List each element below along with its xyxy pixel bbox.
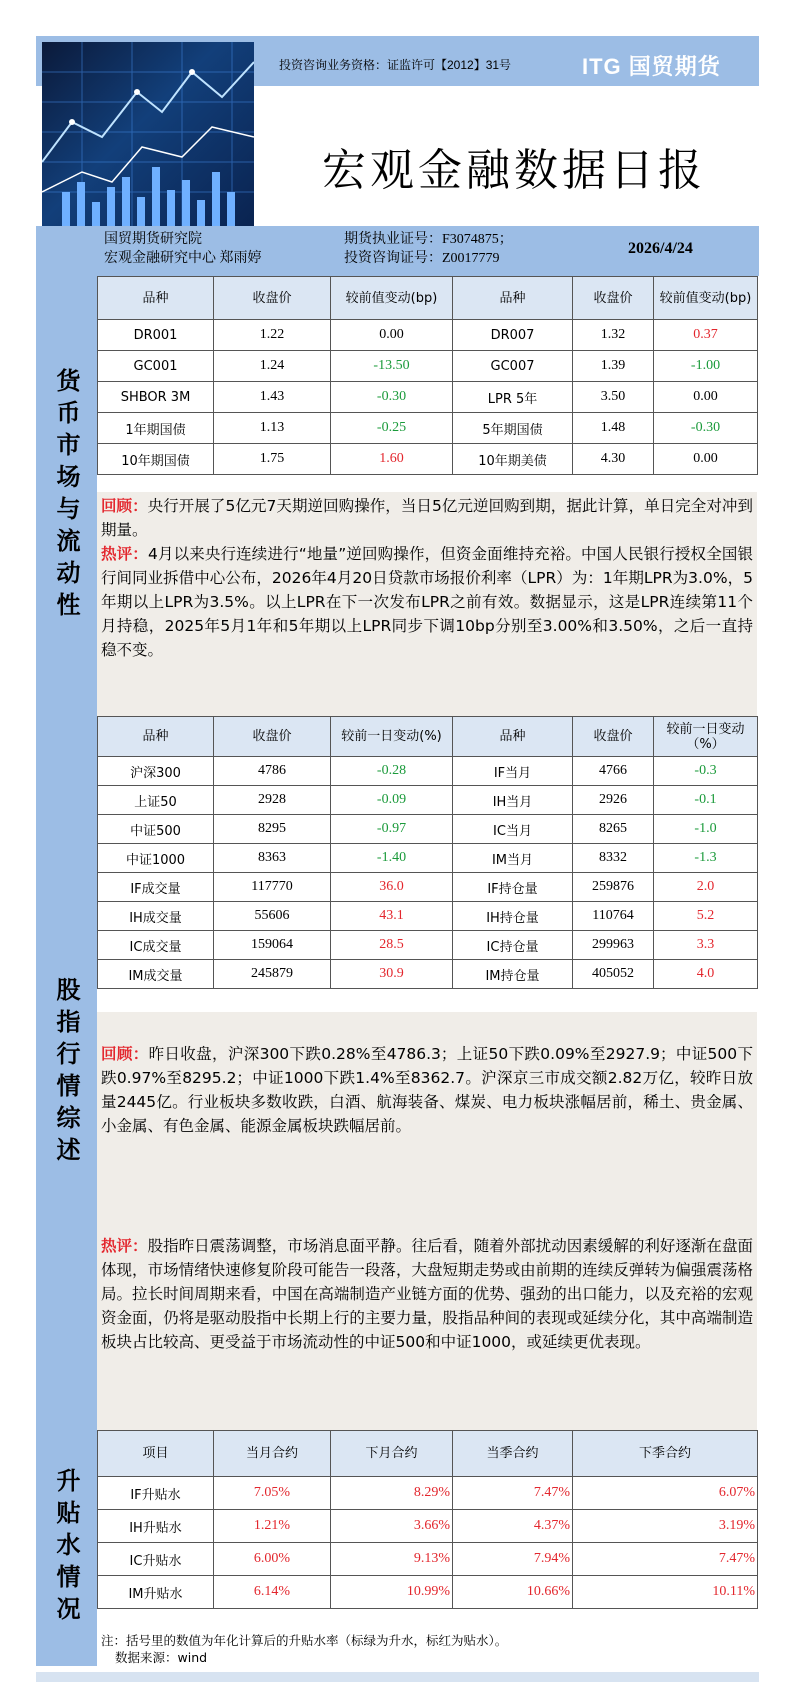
table-cell: -0.1 <box>654 786 758 815</box>
table-row <box>98 320 758 351</box>
table-cell: 中证1000 <box>98 844 214 873</box>
table-cell: 中证500 <box>98 815 214 844</box>
table-cell: 1.22 <box>214 320 331 351</box>
table-cell: 10.66% <box>453 1576 573 1609</box>
table-cell: IH当月 <box>453 786 573 815</box>
table-cell: 6.14% <box>214 1576 331 1609</box>
table-row <box>98 1576 758 1609</box>
table-cell: 8.29% <box>331 1477 453 1510</box>
table-cell: -1.0 <box>654 815 758 844</box>
table-cell: 沪深300 <box>98 757 214 786</box>
section-label-basis: 升贴水情况 <box>36 1430 97 1666</box>
table-cell: 4.30 <box>573 444 654 475</box>
table-cell: 2.0 <box>654 873 758 902</box>
author-org: 国贸期货研究院 宏观金融研究中心 郑雨婷 <box>104 232 262 266</box>
table-cell: 4.0 <box>654 960 758 989</box>
table-cell: 117770 <box>214 873 331 902</box>
table-cell: 0.00 <box>654 444 758 475</box>
table-cell: 1.60 <box>331 444 453 475</box>
report-date: 2026/4/24 <box>628 240 693 257</box>
table-cell: IC当月 <box>453 815 573 844</box>
table-cell: 299963 <box>573 931 654 960</box>
table-cell: 1.48 <box>573 413 654 444</box>
table-row <box>98 844 758 873</box>
table-cell: IM当月 <box>453 844 573 873</box>
table-cell: 8332 <box>573 844 654 873</box>
report-title: 宏观金融数据日报 <box>322 145 706 196</box>
table-cell: 30.9 <box>331 960 453 989</box>
table-cell: -0.3 <box>654 757 758 786</box>
table-cell: 2928 <box>214 786 331 815</box>
table-cell: 10年期美债 <box>453 444 573 475</box>
table-cell: 1.24 <box>214 351 331 382</box>
table-cell: IC持仓量 <box>453 931 573 960</box>
table-cell: IC升贴水 <box>98 1543 214 1576</box>
table-cell: 5年期国债 <box>453 413 573 444</box>
table-cell: 7.47% <box>453 1477 573 1510</box>
table-cell: 110764 <box>573 902 654 931</box>
author-info-bar <box>36 226 759 276</box>
table-header-row: 品种 收盘价 较前一日变动(%) 品种 收盘价 较前一日变动（%） <box>98 717 758 757</box>
table-cell: 9.13% <box>331 1543 453 1576</box>
table-cell: GC001 <box>98 351 214 382</box>
table-cell: 55606 <box>214 902 331 931</box>
table-cell: 8295 <box>214 815 331 844</box>
license-info: 期货执业证号：F3074875； 投资咨询证号：Z0017779 <box>344 232 513 266</box>
table-cell: 上证50 <box>98 786 214 815</box>
table-row <box>98 1543 758 1576</box>
table-cell: 245879 <box>214 960 331 989</box>
table-cell: SHBOR 3M <box>98 382 214 413</box>
table-cell: IC成交量 <box>98 931 214 960</box>
table-cell: GC007 <box>453 351 573 382</box>
itg-logo: ITG 国贸期货 <box>582 54 721 79</box>
table-row <box>98 444 758 475</box>
table-header-row: 品种 收盘价 较前值变动(bp) 品种 收盘价 较前值变动(bp) <box>98 277 758 320</box>
section-label-index: 股指行情综述 <box>36 716 97 1430</box>
table-cell: 2926 <box>573 786 654 815</box>
table-cell: 3.50 <box>573 382 654 413</box>
table-cell: -1.40 <box>331 844 453 873</box>
table-cell: 259876 <box>573 873 654 902</box>
table-cell: -0.09 <box>331 786 453 815</box>
table-cell: 1.13 <box>214 413 331 444</box>
table-cell: 8363 <box>214 844 331 873</box>
table-cell: 6.07% <box>573 1477 758 1510</box>
table-cell: DR007 <box>453 320 573 351</box>
table-row <box>98 815 758 844</box>
table-cell: IM成交量 <box>98 960 214 989</box>
table-cell: 1.32 <box>573 320 654 351</box>
table-cell: 1.21% <box>214 1510 331 1543</box>
table-row <box>98 873 758 902</box>
basis-table <box>97 1430 758 1609</box>
table-cell: 10.99% <box>331 1576 453 1609</box>
table-cell: 7.94% <box>453 1543 573 1576</box>
table-row <box>98 351 758 382</box>
table-cell: -0.97 <box>331 815 453 844</box>
qualification-text: 投资咨询业务资格：证监许可【2012】31号 <box>279 58 512 72</box>
table-row <box>98 786 758 815</box>
table-cell: IH持仓量 <box>453 902 573 931</box>
table-cell: 7.47% <box>573 1543 758 1576</box>
table-cell: 3.19% <box>573 1510 758 1543</box>
table-cell: 8265 <box>573 815 654 844</box>
index-commentary: 回顾：昨日收盘，沪深300下跌0.28%至4786.3；上证50下跌0.09%至2927.9；中证500下跌0.97%至8295.2；中证1000下跌1.4%至8362.7。沪深京三市成交额2.82万亿，较昨日放量2445亿。行业板块多数收跌，白酒、航海装备、煤炭、电力板块涨幅居前，稀土、贵金属、小金属、有色金属、能源金属板块跌幅居前。 热评：股指昨日震荡调整，市场消息面平静。往后看，随着外部扰动因素缓解的利好逐渐在盘面体现，市场情绪快速修复阶段可能告一段落，大盘短期走势或由前期的连续反弹转为偏强震荡格局。拉长时间周期来看，中国在高端制造产业链方面的优势、强劲的出口能力，以及充裕的宏观资金面，仍将是驱动股指中长期上行的主要力量，股指品种间的表现或延续分化，其中高端制造板块占比较高、更受益于市场流动性的中证500和中证1000，或延续更优表现。 <box>97 1012 757 1430</box>
table-cell: 28.5 <box>331 931 453 960</box>
table-row <box>98 960 758 989</box>
table-row <box>98 902 758 931</box>
table-cell: 0.37 <box>654 320 758 351</box>
table-cell: IH升贴水 <box>98 1510 214 1543</box>
header-chart-image <box>42 42 254 227</box>
table-header-row: 项目 当月合约 下月合约 当季合约 下季合约 <box>98 1431 758 1477</box>
section-label-money: 货币市场与流动性 <box>36 276 97 716</box>
table-cell: 43.1 <box>331 902 453 931</box>
report-header <box>36 36 759 226</box>
table-cell: 159064 <box>214 931 331 960</box>
index-market-table <box>97 716 758 989</box>
table-cell: 4.37% <box>453 1510 573 1543</box>
table-cell: LPR 5年 <box>453 382 573 413</box>
table-cell: 1.39 <box>573 351 654 382</box>
table-cell: -13.50 <box>331 351 453 382</box>
table-cell: 10年期国债 <box>98 444 214 475</box>
table-cell: 3.66% <box>331 1510 453 1543</box>
table-cell: 5.2 <box>654 902 758 931</box>
table-cell: 4786 <box>214 757 331 786</box>
table-row <box>98 757 758 786</box>
footer-band <box>36 1672 759 1682</box>
table-cell: 6.00% <box>214 1543 331 1576</box>
footnote: 注：括号里的数值为年化计算后的升贴水率（标绿为升水，标红为贴水）。 数据来源：wind <box>101 1633 508 1665</box>
table-cell: 0.00 <box>331 320 453 351</box>
money-commentary: 回顾：央行开展了5亿元7天期逆回购操作，当日5亿元逆回购到期，据此计算，单日完全对冲到期量。 热评：4月以来央行连续进行“地量”逆回购操作，但资金面维持充裕。中国人民银行授权全国银行间同业拆借中心公布，2026年4月20日贷款市场报价利率（LPR）为：1年期LPR为3.0%，5年期以上LPR为3.5%。以上LPR在下一次发布LPR之前有效。数据显示，这是LPR连续第11个月持稳，2025年5月1年和5年期以上LPR同步下调10bp分别至3.00%和3.50%，之后一直持稳不变。 <box>97 492 757 716</box>
table-cell: 0.00 <box>654 382 758 413</box>
table-cell: 405052 <box>573 960 654 989</box>
table-cell: -0.30 <box>654 413 758 444</box>
table-cell: IH成交量 <box>98 902 214 931</box>
table-cell: IM升贴水 <box>98 1576 214 1609</box>
table-cell: DR001 <box>98 320 214 351</box>
table-row <box>98 1510 758 1543</box>
table-cell: -0.25 <box>331 413 453 444</box>
table-cell: IM持仓量 <box>453 960 573 989</box>
table-cell: 10.11% <box>573 1576 758 1609</box>
table-cell: 1.75 <box>214 444 331 475</box>
table-cell: 1.43 <box>214 382 331 413</box>
table-cell: IF成交量 <box>98 873 214 902</box>
table-cell: IF升贴水 <box>98 1477 214 1510</box>
table-row <box>98 413 758 444</box>
table-cell: -0.28 <box>331 757 453 786</box>
table-cell: IF持仓量 <box>453 873 573 902</box>
table-cell: 4766 <box>573 757 654 786</box>
table-cell: 3.3 <box>654 931 758 960</box>
table-cell: 7.05% <box>214 1477 331 1510</box>
money-market-table <box>97 276 758 475</box>
table-cell: -1.3 <box>654 844 758 873</box>
table-cell: IF当月 <box>453 757 573 786</box>
table-cell: 36.0 <box>331 873 453 902</box>
table-cell: -1.00 <box>654 351 758 382</box>
table-row <box>98 382 758 413</box>
table-row <box>98 931 758 960</box>
table-cell: 1年期国债 <box>98 413 214 444</box>
table-cell: -0.30 <box>331 382 453 413</box>
table-row <box>98 1477 758 1510</box>
